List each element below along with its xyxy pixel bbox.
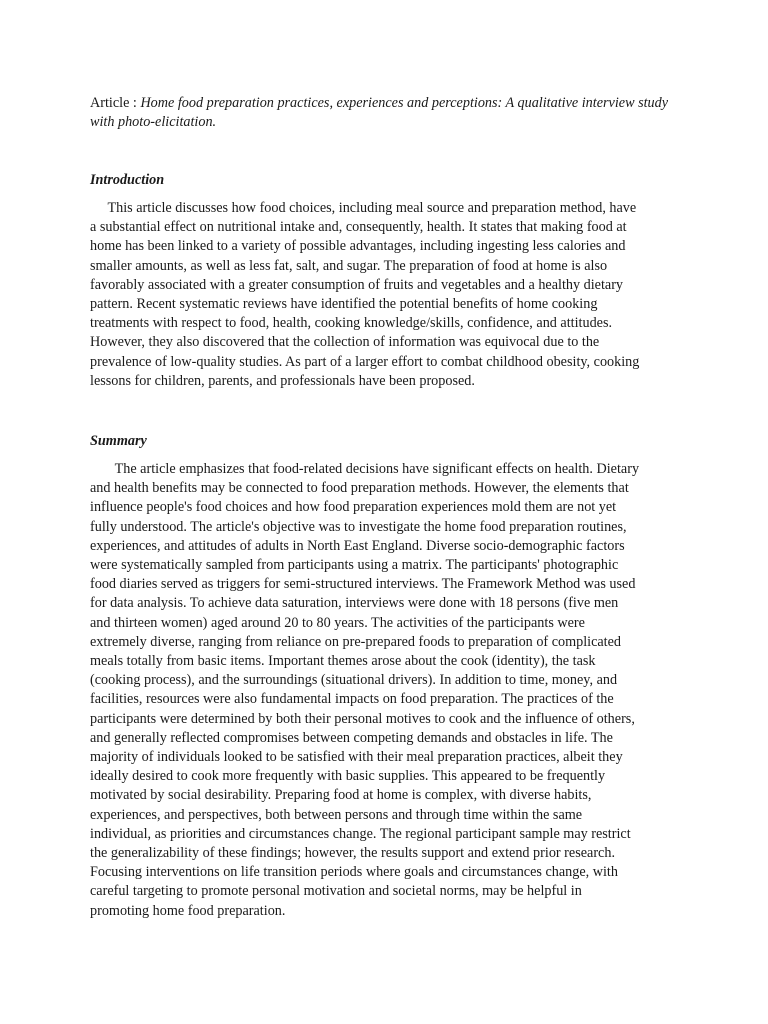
paragraph-line: The article emphasizes that food-related decisions have significant effects on health. Dietary [90,461,640,477]
introduction-heading: Introduction [90,172,165,188]
article-heading [90,94,690,132]
paragraph-line: facilities, resources were also fundamental impacts on food preparation. The practices of the [90,691,614,708]
paragraph-line: and thirteen women) aged around 20 to 80 years. The activities of the participants were [90,614,585,631]
paragraph-line: the generalizability of these findings; however, the results support and extend prior research. [90,845,615,862]
paragraph-line: (cooking process), and the surroundings (situational drivers). In addition to time, money, and [90,672,618,689]
paragraph-line: a substantial effect on nutritional intake and, consequently, health. It states that making food at [90,219,627,236]
article-prefix: Article : [90,95,141,111]
summary-heading: Summary [90,433,147,449]
paragraph-line: motivated by social desirability. Preparing food at home is complex, with diverse habits, [90,787,592,804]
paragraph-line: and health benefits may be connected to food preparation methods. However, the elements that [90,480,629,497]
paragraph-line: meals totally from basic items. Important themes arose about the cook (identity), the task [90,653,596,670]
paragraph-line: experiences, and attitudes of adults in North East England. Diverse socio-demographic factors [90,537,625,554]
paragraph-line: prevalence of low-quality studies. As part of a larger effort to combat childhood obesity, cooking [90,353,640,370]
introduction-paragraph [90,199,680,391]
paragraph-line: influence people's food choices and how food preparation experiences mold them are not yet [90,499,617,516]
paragraph-line: favorably associated with a greater consumption of fruits and vegetables and a healthy dietary [90,276,624,293]
article-title: Home food preparation practices, experiences and perceptions: A qualitative interview study with photo-elicitation. [90,95,669,130]
paragraph-line: smaller amounts, as well as less fat, salt, and sugar. The preparation of food at home is also [90,257,608,274]
paragraph-line: majority of individuals looked to be satisfied with their meal preparation practices, albeit they [90,749,623,766]
paragraph-line: food diaries served as triggers for semi-structured interviews. The Framework Method was used [90,576,636,593]
paragraph-line: home has been linked to a variety of possible advantages, including ingesting less calories and [90,238,626,255]
paragraph-line: careful targeting to promote personal motivation and societal norms, may be helpful in [90,883,582,900]
paragraph-line: for data analysis. To achieve data saturation, interviews were done with 18 persons (five men [90,595,619,612]
paragraph-line: extremely diverse, ranging from reliance on pre-prepared foods to preparation of complicated [90,633,622,650]
summary-paragraph [90,460,680,921]
paragraph-line: participants were determined by both their personal motives to cook and the influence of others, [90,710,635,727]
paragraph-line: promoting home food preparation. [90,902,286,919]
paragraph-line: This article discusses how food choices, including meal source and preparation method, have [90,200,637,216]
paragraph-line: ideally desired to cook more frequently with basic supplies. This appeared to be frequently [90,768,606,785]
paragraph-line: fully understood. The article's objective was to investigate the home food preparation routines, [90,518,627,535]
paragraph-line: pattern. Recent systematic reviews have identified the potential benefits of home cooking [90,296,598,313]
paragraph-line: and generally reflected compromises between competing demands and obstacles in life. The [90,729,613,746]
paragraph-line: individual, as priorities and circumstances change. The regional participant sample may restrict [90,825,631,842]
paragraph-line: treatments with respect to food, health, cooking knowledge/skills, confidence, and attitudes. [90,315,613,332]
paragraph-line: lessons for children, parents, and professionals have been proposed. [90,372,475,389]
paragraph-line: were systematically sampled from participants using a matrix. The participants' photographic [90,557,619,574]
paragraph-line: Focusing interventions on life transition periods where goals and circumstances change, with [90,864,618,881]
paragraph-line: experiences, and perspectives, both between persons and through time within the same [90,806,583,823]
paragraph-line: However, they also discovered that the collection of information was equivocal due to the [90,334,600,351]
